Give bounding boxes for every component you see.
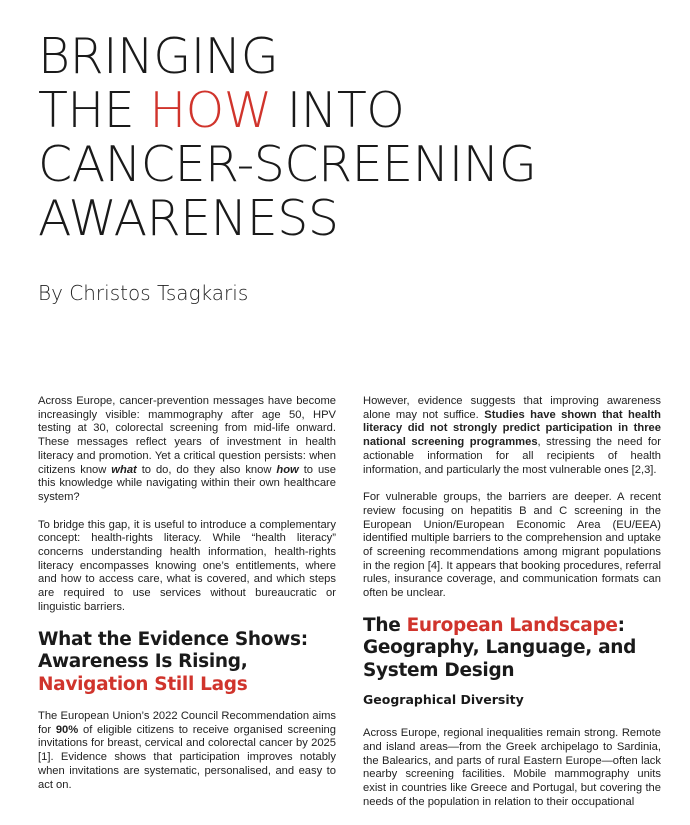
recommendation-text-b: of eligible citizens to receive organised screening invitations for breast, cervical and colorectal cancer by 2025 [1]. Evidence shows that participation improves notably when invitations are systematic, personalised, and easy to act on. [38,723,336,791]
author-byline: By Christos Tsagkaris [38,281,249,305]
recommendation-text-a: The European Union’s 2022 Council Recommendation aims for [38,710,336,736]
intro-paragraph [38,395,336,505]
emphasis-how: how [276,463,299,476]
bridge-paragraph: To bridge this gap, it is useful to introduce a complementary concept: health-rights literacy. While “health literacy” concerns understanding health information, health-rights literacy encompasses knowing one’s entitlements, where and how to access care, what is covered, and which steps are required to use services without bureaucratic or linguistic barriers. [38,518,336,613]
article-title [38,30,536,246]
title-line-2-post: INTO [271,82,405,139]
left-column [38,395,336,806]
title-accent-how: HOW [149,82,272,139]
subheading-geographical-diversity: Geographical Diversity [363,692,524,708]
evidence-text-b: , stressing the need for actionable information for all recipients of health information, and particularly the most vulnerable ones [2,3]. [363,436,661,476]
title-line-1: BRINGING [38,28,279,85]
recommendation-paragraph [38,710,336,792]
section-heading-evidence [38,629,336,697]
evidence-text-a: However, evidence suggests that improving awareness alone may not suffice. [363,395,661,421]
heading-landscape-accent: European Landscape [406,614,618,636]
regional-paragraph: Across Europe, regional inequalities remain strong. Remote and island areas—from the Greek archipelago to Sardinia, the Balearics, and parts of rural Eastern Europe—often lack nearby screening facilities. Mobile mammography units exist in countries like Greece and Portugal, but covering the needs of the population in relation to their occupational [363,727,661,808]
evidence-paragraph [363,395,661,477]
heading-landscape-post: : Geography, Language, and System Design [363,614,637,681]
intro-text-a: Across Europe, cancer-prevention messages have become increasingly visible: mammography after age 50, HPV testing at 30, colorectal screening from mid-life onward. These messages reflect years of investment in health literacy and promotion. Yet a critical question persists: when citizens know [38,395,336,476]
title-line-2-pre: THE [38,82,150,139]
emphasis-what: what [111,463,137,476]
section-heading-landscape [363,615,661,683]
title-line-2 [38,84,536,138]
heading-evidence-accent: Navigation Still Lags [38,673,248,695]
intro-text-c: to use this knowledge while navigating within their own healthcare system? [38,463,336,503]
title-line-4: AWARENESS [38,190,339,247]
right-column [363,395,661,824]
title-line-3: CANCER-SCREENING [38,136,537,193]
vulnerable-groups-paragraph: For vulnerable groups, the barriers are deeper. A recent review focusing on hepatitis B and C screening in the European Union/European Economic Area (EU/EEA) identified multiple barriers to the comprehension and uptake of screening recommendations among migrant populations in the region [4]. It appears that booking procedures, referral rules, insurance coverage, and communication formats can often be unclear. [363,491,661,600]
heading-landscape-pre: The [363,614,407,636]
intro-text-b: to do, do they also know [136,463,277,476]
target-percentage: 90% [55,723,79,736]
heading-evidence-text: What the Evidence Shows: Awareness Is Rising, [38,628,308,673]
evidence-highlight: Studies have shown that health literacy did not strongly predict participation in three national screening programmes [363,408,662,449]
